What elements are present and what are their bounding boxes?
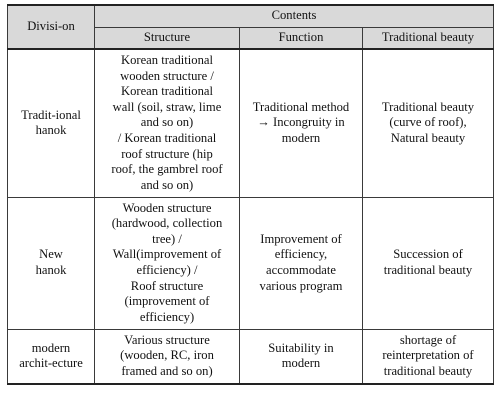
comparison-table [7,4,494,385]
row-traditional-beauty-cell [363,329,494,384]
traditional-beauty-header-label: Traditional beauty [381,29,475,44]
table-row [8,197,494,329]
row-function: Improvement of efficiency, accommodate various program [259,231,343,293]
row-structure-cell [95,329,240,384]
table-row [8,329,494,384]
row-division-cell [8,329,95,384]
row-traditional-beauty-cell [363,49,494,197]
row-function-cell [240,197,363,329]
structure-header-label: Structure [143,29,191,44]
contents-header [95,5,494,27]
table-row [8,49,494,197]
row-function-cell [240,329,363,384]
row-function-cell [240,49,363,197]
traditional-beauty-header [363,27,494,49]
structure-header [95,27,240,49]
row-division: modern archit-ecture [19,340,83,371]
division-header [8,5,95,49]
row-division-cell [8,49,95,197]
row-function: Traditional method → Incongruity in modern [252,99,350,146]
row-function: Suitability in modern [268,340,334,371]
row-structure: Wooden structure (hardwood, collection tree) / Wall(improvement of efficiency) / Roof structure (improvement of efficiency) [111,200,223,324]
function-header [240,27,363,49]
division-header-label: Divisi-on [27,19,75,34]
row-traditional-beauty: Succession of traditional beauty [383,247,473,277]
row-division-cell [8,197,95,329]
row-structure: Various structure (wooden, RC, iron framed and so on) [120,332,214,379]
row-division: Tradit-ional hanok [21,107,81,138]
contents-header-label: Contents [271,8,317,23]
row-division: New hanok [35,247,67,277]
row-structure-cell [95,49,240,197]
row-traditional-beauty: Traditional beauty (curve of roof), Natural beauty [381,99,475,146]
row-traditional-beauty-cell [363,197,494,329]
row-structure-cell [95,197,240,329]
row-traditional-beauty: shortage of reinterpretation of traditional beauty [382,332,474,379]
row-structure: Korean traditional wooden structure / Korean traditional wall (soil, straw, lime and so on) / Korean traditional roof structure (hip roof, the gambrel roof and so on) [111,53,223,192]
function-header-label: Function [278,29,324,44]
